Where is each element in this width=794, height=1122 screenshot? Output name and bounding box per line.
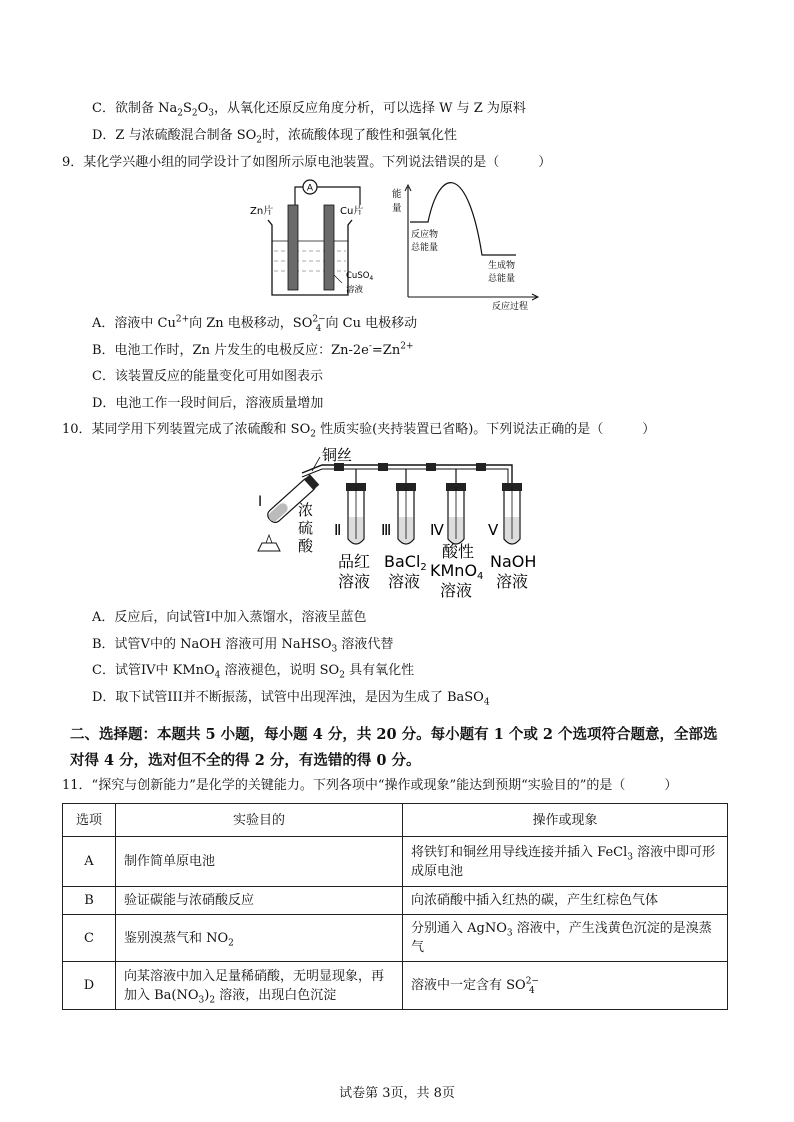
- svg-text:溶液: 溶液: [440, 581, 473, 600]
- q10-option-d: D．取下试管III并不断振荡，试管中出现浑浊，是因为生成了 BaSO$_4$: [92, 690, 490, 708]
- zn-electrode: [288, 205, 298, 290]
- svg-text:Ⅳ: Ⅳ: [430, 521, 444, 539]
- test-tube-ii: [346, 483, 366, 544]
- alcohol-lamp-icon: [258, 543, 280, 551]
- svg-text:溶液: 溶液: [496, 572, 529, 591]
- test-tube-iv: [446, 483, 466, 544]
- svg-text:Zn片: Zn片: [250, 206, 274, 217]
- svg-text:I: I: [258, 494, 263, 510]
- svg-text:A: A: [306, 183, 314, 194]
- q10-option-c: C．试管IV中 KMnO$_4$ 溶液褪色，说明 $SO_2$ 具有氧化性: [92, 663, 415, 681]
- page-footer: 试卷第 3页，共 8页: [339, 1086, 455, 1101]
- svg-text:溶液: 溶液: [388, 572, 421, 591]
- q11-table: [62, 803, 728, 1010]
- svg-text:能: 能: [392, 189, 402, 200]
- svg-text:反应过程: 反应过程: [492, 302, 529, 310]
- q10-option-b: B．试管V中的 NaOH 溶液可用 NaHSO$_3$ 溶液代替: [92, 637, 394, 655]
- table-header: 实验目的: [116, 804, 403, 837]
- svg-text:硫: 硫: [298, 519, 314, 537]
- svg-text:KMnO4: KMnO4: [430, 561, 484, 582]
- svg-text:酸性: 酸性: [442, 542, 475, 561]
- svg-text:Cu片: Cu片: [340, 206, 364, 217]
- q9-option-b: B．电池工作时，Zn 片发生的电极反应：$Zn-2e^-=Zn^{2+}$: [92, 341, 414, 358]
- cu-electrode: [324, 205, 334, 290]
- beaker: [268, 220, 352, 295]
- svg-text:Ⅴ: Ⅴ: [488, 521, 499, 539]
- svg-text:BaCl2: BaCl2: [384, 552, 427, 573]
- q10-option-a: A．反应后，向试管I中加入蒸馏水，溶液呈蓝色: [92, 610, 367, 625]
- svg-text:铜丝: 铜丝: [322, 446, 353, 464]
- svg-text:酸: 酸: [298, 537, 314, 555]
- svg-text:浓: 浓: [298, 501, 314, 519]
- table-header: 操作或现象: [403, 804, 728, 837]
- q10-apparatus-figure: [250, 443, 550, 603]
- q9-option-d: D．电池工作一段时间后，溶液质量增加: [92, 396, 324, 411]
- table-row: B 验证碳能与浓硝酸反应 向浓硝酸中插入红热的碳，产生红棕色气体: [63, 887, 728, 915]
- svg-text:CuSO4: CuSO$_4$: [346, 271, 374, 282]
- table-row: A 制作简单原电池 将铁钉和铜丝用导线连接并插入 FeCl$_3$ 溶液中即可形成原电池: [63, 837, 728, 887]
- svg-text:生成物: 生成物: [488, 261, 516, 271]
- svg-text:溶液: 溶液: [346, 285, 364, 295]
- q9-option-c: C．该装置反应的能量变化可用如图表示: [92, 369, 323, 384]
- q10-stem: 10．某同学用下列装置完成了浓硫酸和 $SO_2$ 性质实验(夹持装置已省略)。下列说法正确的是（ ）: [62, 422, 656, 440]
- q8-option-c: C．欲制备 $Na_2S_2O_3$，从氧化还原反应角度分析，可以选择 W 与 Z 为原料: [92, 101, 526, 119]
- table-row: D 向某溶液中加入足量稀硝酸，无明显现象，再加入 $Ba(NO_3)_2$ 溶液，出现白色沉淀 溶液中一定含有 $SO^{2-}_4$: [63, 962, 728, 1010]
- svg-text:品红: 品红: [338, 552, 371, 571]
- table-row: C 鉴别溴蒸气和 $NO_2$ 分别通入 AgNO$_3$ 溶液中，产生浅黄色沉淀的是溴蒸气: [63, 915, 728, 962]
- q9-stem: 9．某化学兴趣小组的同学设计了如图所示原电池装置。下列说法错误的是（ ）: [62, 155, 552, 170]
- svg-text:总能量: 总能量: [488, 274, 516, 284]
- svg-text:Ⅱ: Ⅱ: [334, 521, 342, 539]
- svg-text:NaOH: NaOH: [490, 552, 537, 571]
- q9-galvanic-cell-figure: [240, 175, 560, 310]
- svg-text:溶液: 溶液: [338, 572, 371, 591]
- svg-text:量: 量: [392, 203, 402, 214]
- q11-stem: 11．“探究与创新能力”是化学的关键能力。下列各项中“操作或现象”能达到预期“实验目的”的是（ ）: [62, 778, 678, 793]
- svg-text:反应物: 反应物: [411, 230, 439, 240]
- q8-option-d: D．Z 与浓硫酸混合制备 $SO_2$时，浓硫酸体现了酸性和强氧化性: [92, 128, 458, 146]
- table-header: 选项: [63, 804, 116, 837]
- svg-text:Ⅲ: Ⅲ: [381, 521, 392, 539]
- q9-option-a: A．溶液中 $Cu^{2+}$向 Zn 电极移动，$SO^{2-}_4$ 向 Cu 电极移动: [92, 314, 418, 334]
- table-header-row: [63, 804, 728, 837]
- test-tube-v: [502, 483, 522, 544]
- svg-text:总能量: 总能量: [411, 243, 439, 253]
- test-tube-iii: [396, 483, 416, 544]
- section-2-heading: 二、选择题：本题共 5 小题，每小题 4 分，共 20 分。每小题有 1 个或 2 个选项符合题意，全部选对得 4 分，选对但不全的得 2 分，有选错的得 0 分。: [70, 726, 718, 769]
